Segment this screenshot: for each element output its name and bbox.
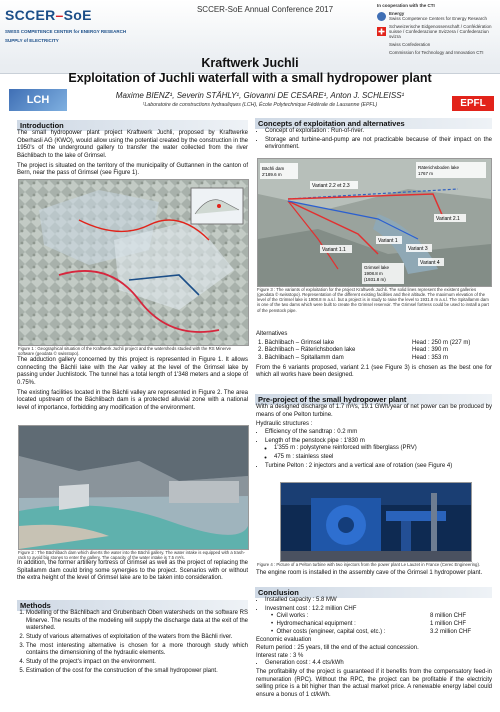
cost-row bbox=[269, 629, 473, 637]
hydraulic-heading: Hydraulic structures : bbox=[256, 421, 313, 428]
cti-swiss-confederation: Swiss Confederation bbox=[389, 42, 431, 47]
intro-p1: The small hydropower plant project Kraftwerk Juchli, proposed by Kraftwerke Oberhasli AG (KWO), would allow using the potential created by the construction in the 1950's of the underground gallery to transfer the water collected from the river Bächlibach to the lake of Grimsel. bbox=[17, 130, 248, 160]
cost-row bbox=[269, 613, 473, 621]
intro-heading: Introduction bbox=[17, 120, 248, 131]
cost-name: • Other costs (engineer, capital cost, etc.) : bbox=[271, 628, 386, 635]
methods-heading: Methods bbox=[17, 600, 248, 611]
capacity-item: • Installed capacity : 5.8 MW bbox=[265, 597, 492, 605]
intro-p3: The adduction gallery concerned by this project is represented in Figure 1. It allows connecting the Bächli lake with the Aar valley at the level of the Grimsel lake by passing under Juchlistock. The tunnel has a total length of 1'348 meters and a slope of 0.75%. bbox=[17, 357, 248, 387]
intro-text-top bbox=[17, 130, 248, 180]
logo-subtitle-1: SWISS COMPETENCE CENTER for ENERGY RESEARCH bbox=[5, 29, 127, 34]
cti-bottom: Commission for Technology and Innovation CTI bbox=[389, 50, 484, 55]
return-period: Return period : 25 years, till the end of the actual concession. bbox=[256, 645, 419, 652]
cost-value: 3.2 million CHF bbox=[430, 628, 472, 635]
cti-energy-sub: Swiss Competence Centers for Energy Research bbox=[389, 16, 488, 21]
fig3-label-v3: Variant 3 bbox=[408, 246, 428, 252]
methods-item: 2. Study of various alternatives of exploitation of the waters from the Bächli river. bbox=[26, 634, 248, 642]
fig3-label-v11: Variant 1.1 bbox=[322, 247, 346, 253]
alternative-row bbox=[256, 355, 472, 363]
logo-s-icon: – bbox=[55, 7, 64, 23]
cti-block bbox=[377, 3, 495, 55]
figure-1-caption: Figure 1 : Geographical situation of the Kraftwerk Juchli project and the watersheds studied with the RS Minerve software (geodata © swisstopo). bbox=[18, 346, 232, 357]
fig3-label-grimsel: Grimsel lake bbox=[364, 265, 390, 270]
cti-confederation-row bbox=[377, 24, 495, 39]
cost-name-text: Civil works : bbox=[276, 613, 309, 620]
alternative-head: Head : 250 m (227 m) bbox=[412, 339, 471, 346]
energy-icon bbox=[377, 12, 386, 21]
hydraulic-item: • Turbine Pelton : 2 injectors and a vertical axe of rotation (see Figure 4) bbox=[265, 463, 492, 471]
interest-rate: Interest rate : 3 % bbox=[256, 652, 304, 659]
fig3-label-v1: Variant 1 bbox=[378, 238, 398, 244]
methods-item: 4. Study of the project's impact on the environment. bbox=[26, 659, 248, 667]
fig3-label-v21: Variant 2.1 bbox=[436, 216, 460, 222]
intro-p4: The existing facilities located in the Bächli valley are represented in Figure 2. The area located upstream of the Bächlibach dam is a protected alluvial zone with a national level of importance, forbidding any modification of the environment. bbox=[17, 389, 248, 412]
fig3-label-grimsel-alt: 1908.8 m bbox=[364, 271, 383, 276]
cti-heading: In cooperation with the CTI bbox=[377, 3, 435, 8]
alternative-row bbox=[256, 340, 472, 348]
figure-2-caption: Figure 2 : The Bächlibach dam which diverts the water into the Bächli gallery. The water intake is equipped with a trash-rack to avoid big stones to enter the gallery. The capacity of the water intake is 7.5 m³/s. bbox=[18, 550, 245, 561]
figure-3-caption: Figure 3 : The variants of exploitation for the project Kraftwerk Juchli. The solid lines represent the existent galleries (geodata © swisstopo). Representation of the different existing facilities and their altitude. The maximum elevation of the level of the Grimsel lake is 1908.8 m a.s.l. but a project is in study to raise the level to 1931.8 m a.s.l. The Spitallamm dam is one of the two dams which were built to create the Grimsel reservoir. The Grimsel fortress could be used to install a part of the penstock pipe. bbox=[257, 287, 489, 313]
poster-title: Kraftwerk Juchli bbox=[201, 56, 299, 70]
fig3-label-grimsel-alt2: (1931.8 m) bbox=[364, 277, 386, 282]
conference-name: SCCER-SoE Annual Conference 2017 bbox=[196, 5, 334, 14]
figure-4-photo bbox=[280, 482, 472, 562]
cost-name-text: Hydromechanical equipment : bbox=[276, 621, 356, 628]
concepts-item: • Storage and turbine-and-pump are not practicable because of their impact on the environment. bbox=[265, 137, 492, 152]
cost-row bbox=[269, 621, 473, 629]
intro-p5: In addition, the former artillery fortress of Grimsel as well as the project of replacing the Spitallamm dam could bring some synergies to the project. Scenarios with or without the extra height of the level of Grimsel lake are to be taken into consideration. bbox=[17, 560, 248, 582]
investment-item bbox=[265, 606, 492, 637]
figure-2-photo bbox=[18, 425, 249, 550]
lch-logo: LCH bbox=[9, 89, 67, 111]
preproject-block bbox=[256, 404, 492, 471]
conclusion-final: The profitability of the project is guaranteed if it benefits from the compensatory feed-in remuneration (RPC). Without the RPC, the project can be profitable if the electricity selling price is a bit higher than the actual market price. A renewable energy label could ensure a bonus of 1 ct/kWh. bbox=[256, 669, 492, 699]
cti-energy: Energy bbox=[389, 11, 405, 16]
hydraulic-item bbox=[265, 438, 492, 462]
figure-4-caption: Figure 4 : Picture of a Pelton turbine with two injectors from the power plant Le Lauzet in France (Cerec Engineering). bbox=[257, 562, 481, 567]
preproject-intro: With a designed discharge of 1.7 m³/s, 19.1 GWh/year of net power can be produced by means of one Pelton turbine. bbox=[256, 404, 492, 418]
authors: Maxime BIENZ¹, Severin STÄHLY¹, Giovanni DE CESARE¹, Anton J. SCHLEISS¹ bbox=[115, 91, 405, 100]
cost-name: • Hydromechanical equipment : bbox=[271, 621, 356, 628]
cti-energy-row bbox=[377, 11, 495, 21]
preproject-heading: Pre-project of the small hydropower plant bbox=[255, 394, 492, 405]
figure-3-map bbox=[257, 158, 492, 287]
alternative-name: 3. Bächlibach – Spitallamm dam bbox=[258, 355, 344, 362]
intro-p2: The project is situated on the territory of the municipality of Guttannen in the canton of Bern, near the pass of Grimsel (see Figure 1). bbox=[17, 162, 248, 177]
logo-word: SCCER bbox=[5, 7, 56, 23]
economic-heading: Economic evaluation bbox=[256, 637, 312, 644]
alternative-row bbox=[256, 347, 472, 355]
alternative-head: Head : 390 m bbox=[412, 347, 449, 354]
swiss-flag-icon bbox=[377, 27, 386, 36]
alternatives-heading: Alternatives bbox=[256, 331, 288, 337]
cost-name: • Civil works : bbox=[271, 613, 309, 620]
affiliation: ¹Laboratoire de constructions hydrauliques (LCH), École Polytechnique Fédérale de Lausanne (EPFL) bbox=[142, 102, 378, 108]
alternative-head: Head : 353 m bbox=[412, 355, 449, 362]
cost-table bbox=[269, 613, 473, 636]
epfl-logo: EPFL bbox=[452, 96, 494, 111]
logo-subtitle-2: SUPPLY of ELECTRICITY bbox=[5, 38, 59, 43]
concepts-item: • Concept of exploitation : Run-of-river. bbox=[265, 128, 492, 136]
cost-value: 8 million CHF bbox=[430, 613, 467, 620]
conclusion-block bbox=[256, 597, 492, 702]
methods-item: 1. Modelling of the Bächlibach and Grubenbach Oben watersheds on the software RS Minerve. The results of the modeling will supply the discharge data at the exit of the watershed. bbox=[26, 610, 248, 633]
alternative-name: 1. Bächlibach – Grimsel lake bbox=[258, 339, 335, 346]
penstock-subitem: ◦ 1'355 m : polystyrene reinforced with fiberglass (PRV) bbox=[274, 445, 492, 453]
generation-cost: • Generation cost : 4.4 cts/kWh bbox=[265, 660, 492, 668]
fig3-label-v22: Variant 2.2 et 2.3 bbox=[312, 183, 350, 189]
fig3-label-baechli: Bächli dam bbox=[262, 166, 285, 171]
hydraulic-item: • Efficiency of the sandtrap : 0.2 mm bbox=[265, 429, 492, 437]
alternatives-table bbox=[256, 340, 472, 363]
cti-confederation: Schweizerische Eidgenossenschaft / Confédération suisse / Confederazione Svizzera / Confederaziun svizra bbox=[389, 24, 492, 39]
fig3-label-raeterich: Räterichsboden lake bbox=[418, 165, 460, 170]
engine-room-text: The engine room is installed in the assembly cave of the Grimsel 1 hydropower plant. bbox=[256, 570, 483, 576]
methods-item: 5. Estimation of the cost for the construction of the small hydropower plant. bbox=[26, 668, 248, 676]
methods-list bbox=[17, 610, 248, 676]
concepts-list bbox=[256, 128, 492, 153]
hydraulic-item-text: Length of the penstock pipe : 1'830 m bbox=[265, 437, 365, 444]
logo-word2: SoE bbox=[63, 7, 92, 23]
conclusion-heading: Conclusion bbox=[255, 587, 492, 598]
alternative-name: 2. Bächlibach – Räterichsboden lake bbox=[258, 347, 356, 354]
methods-item: 3. The most interesting alternative is chosen for a more thorough study which contains the dimensioning of the hydraulic elements. bbox=[26, 643, 248, 658]
concepts-heading: Concepts of exploitation and alternatives bbox=[255, 118, 492, 129]
fig3-label-v4: Variant 4 bbox=[420, 260, 440, 266]
cost-name-text: Other costs (engineer, capital cost, etc.) : bbox=[276, 628, 386, 635]
fig3-label-raeterich-alt: 1767 m bbox=[418, 171, 434, 176]
intro-text-mid bbox=[17, 357, 248, 415]
alternatives-block bbox=[256, 331, 492, 382]
fig3-label-baechli-alt: 2'189.6 m bbox=[262, 172, 282, 177]
alternatives-conclusion: From the 6 variants proposed, variant 2.1 (see Figure 3) is chosen as the best one for which all works have been designed. bbox=[256, 364, 492, 379]
cost-value: 1 million CHF bbox=[430, 621, 467, 628]
penstock-subitem: ◦ 475 m : stainless steel bbox=[274, 454, 492, 462]
investment-text: Investment cost : 12.2 million CHF bbox=[265, 605, 357, 612]
figure-1-map bbox=[18, 179, 249, 346]
poster-subtitle: Exploitation of Juchli waterfall with a small hydropower plant bbox=[68, 71, 432, 85]
